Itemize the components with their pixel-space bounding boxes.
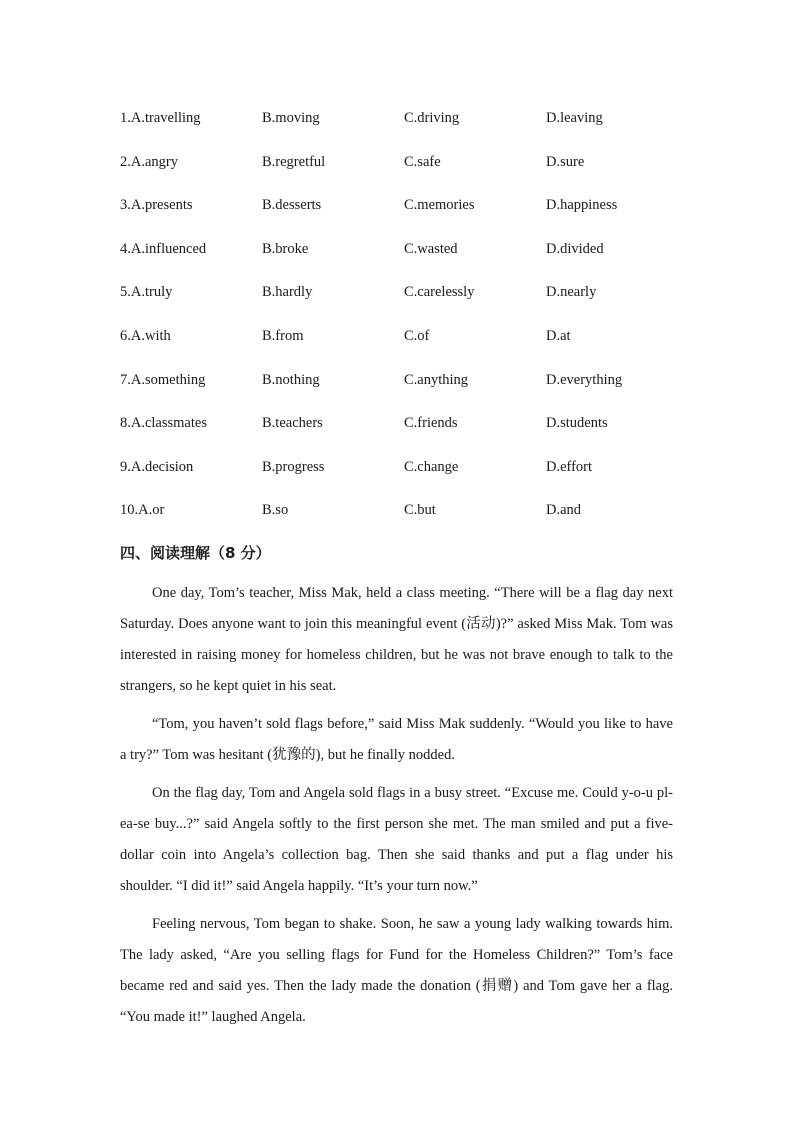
passage-paragraph-4: Feeling nervous, Tom began to shake. Soon, he saw a young lady walking towards him. The lady asked, “Are you selling flags for Fund for the Homeless Children?” Tom’s face became red and said yes. Then the lady made the donation (捐赠) and Tom gave her a flag. “You made it!” laughed Angela. [120, 916, 673, 1025]
option-b: B.desserts [262, 197, 322, 214]
option-row-9 [120, 457, 690, 501]
option-b: B.broke [262, 240, 309, 257]
option-b: B.so [262, 502, 289, 519]
option-c: C.safe [404, 153, 441, 170]
answer-options-table [120, 108, 690, 544]
option-c: C.but [404, 502, 436, 519]
option-c: C.friends [404, 415, 458, 432]
option-a: 1.A.travelling [120, 110, 201, 126]
option-c: C.carelessly [404, 284, 475, 301]
option-a: 8.A.classmates [120, 415, 207, 432]
option-d: D.leaving [546, 110, 603, 126]
option-row-7 [120, 370, 690, 414]
option-a: 2.A.angry [120, 153, 178, 170]
passage-paragraph-1: One day, Tom’s teacher, Miss Mak, held a class meeting. “There will be a flag day next Saturday. Does anyone want to join this meaningful event (活动)?” asked Miss Mak. Tom was interested in raising money for homeless children, but he was not brave enough to talk to the strangers, so he kept quiet in his seat. [120, 585, 673, 694]
option-row-1 [120, 108, 690, 152]
option-c: C.of [404, 327, 430, 344]
option-b: B.regretful [262, 153, 326, 170]
option-c: C.memories [404, 197, 475, 214]
option-d: D.everything [546, 371, 623, 388]
option-c: C.change [404, 458, 459, 475]
option-c: C.anything [404, 371, 469, 388]
option-b: B.hardly [262, 284, 313, 301]
option-b: B.teachers [262, 415, 323, 432]
option-b: B.moving [262, 110, 320, 126]
option-d: D.happiness [546, 197, 618, 214]
option-row-10 [120, 500, 690, 544]
option-a: 10.A.or [120, 502, 165, 519]
option-row-3 [120, 195, 690, 239]
option-b: B.nothing [262, 371, 320, 388]
option-d: D.divided [546, 240, 604, 257]
passage-paragraph-2: “Tom, you haven’t sold flags before,” said Miss Mak suddenly. “Would you like to have a try?” Tom was hesitant (犹豫的), but he finally nodded. [120, 716, 673, 763]
option-d: D.and [546, 502, 582, 519]
option-a: 4.A.influenced [120, 240, 207, 257]
option-d: D.students [546, 415, 608, 432]
option-a: 3.A.presents [120, 197, 193, 214]
option-d: D.nearly [546, 284, 597, 301]
option-row-5 [120, 282, 690, 326]
option-row-8 [120, 413, 690, 457]
option-a: 7.A.something [120, 371, 206, 388]
option-b: B.from [262, 327, 304, 344]
option-a: 5.A.truly [120, 284, 173, 301]
section-heading: 四、阅读理解（8 分） [120, 544, 271, 562]
option-row-4 [120, 239, 690, 283]
passage-paragraph-3: On the flag day, Tom and Angela sold flags in a busy street. “Excuse me. Could y-o-u pl-ea-se buy...?” said Angela softly to the first person she met. The man smiled and put a five-dollar coin into Angela’s collection bag. Then she said thanks and put a flag under his shoulder. “I did it!” said Angela happily. “It’s your turn now.” [120, 785, 673, 894]
option-row-2 [120, 152, 690, 196]
option-d: D.at [546, 327, 571, 344]
option-row-6 [120, 326, 690, 370]
option-d: D.effort [546, 458, 593, 475]
reading-passage [120, 578, 673, 1040]
option-c: C.wasted [404, 240, 458, 257]
option-d: D.sure [546, 153, 585, 170]
option-a: 6.A.with [120, 327, 171, 344]
option-a: 9.A.decision [120, 458, 194, 475]
option-b: B.progress [262, 458, 325, 475]
option-c: C.driving [404, 110, 460, 126]
